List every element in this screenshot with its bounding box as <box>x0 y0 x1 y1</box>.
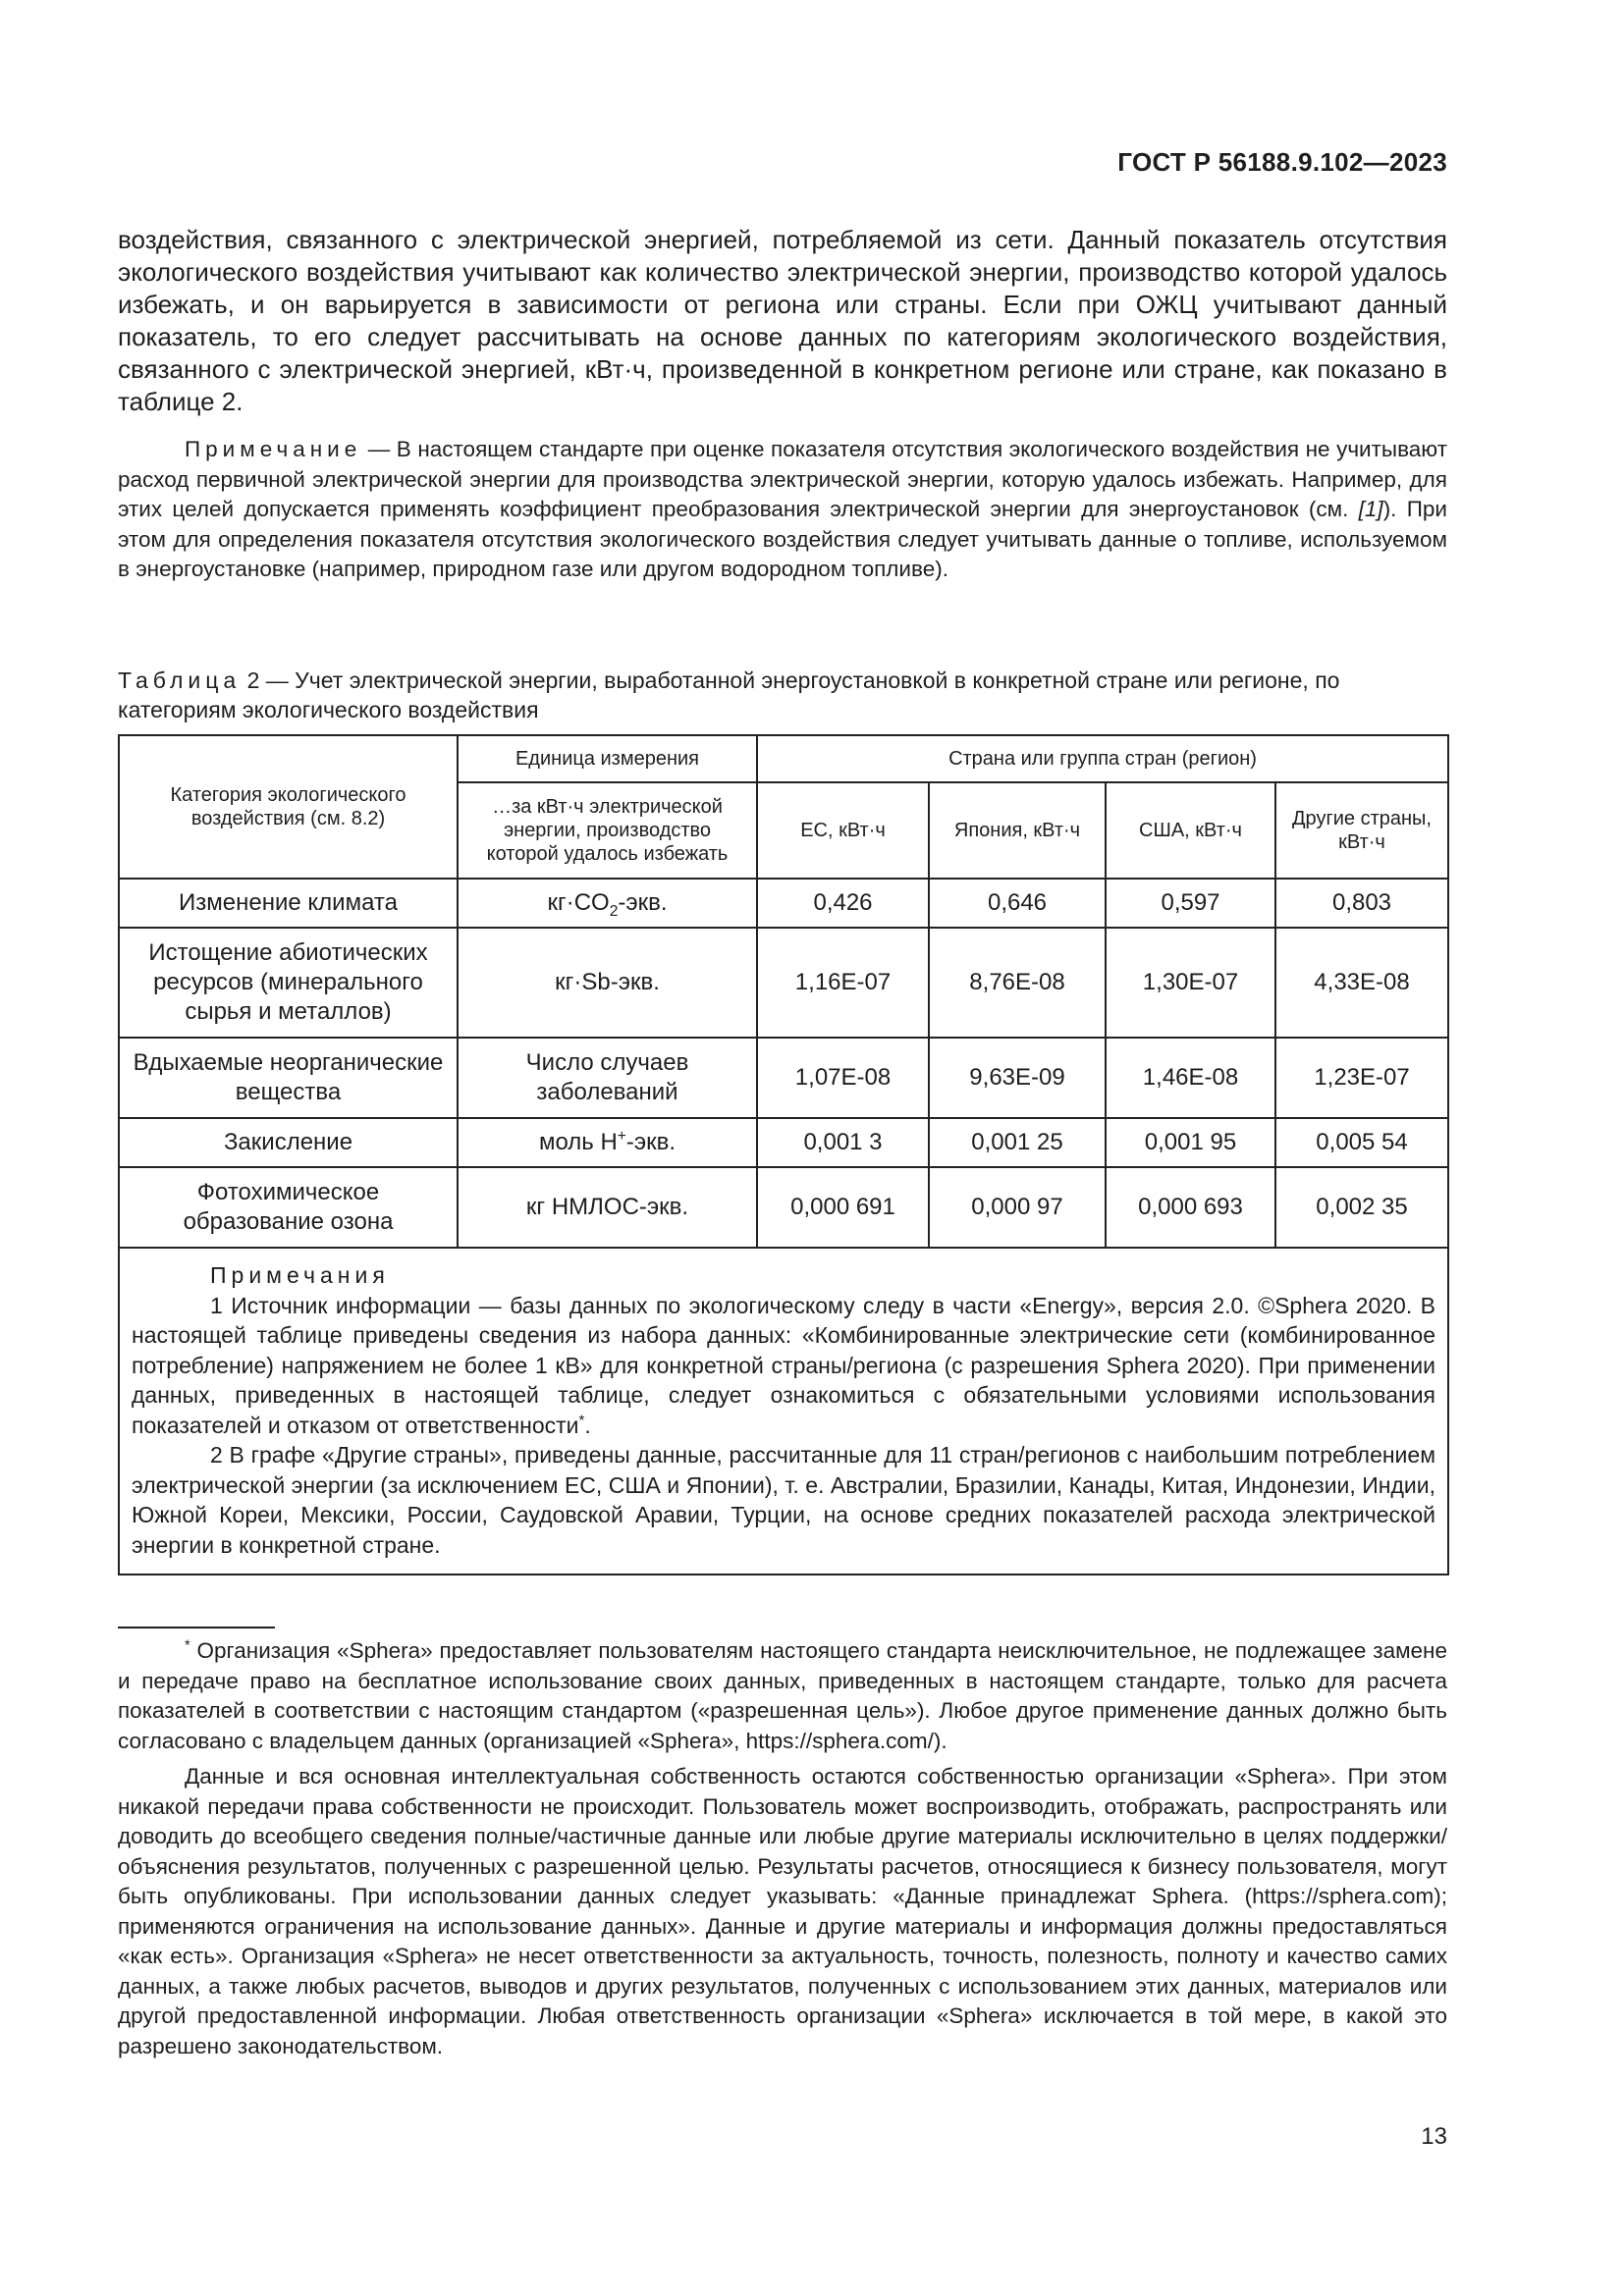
footnote-mark: * <box>185 1637 190 1654</box>
cell-eu: 1,07E-08 <box>757 1038 929 1118</box>
note-paragraph <box>118 435 1447 585</box>
document-header: ГОСТ Р 56188.9.102—2023 <box>1117 147 1447 177</box>
cell-japan: 0,001 25 <box>929 1118 1106 1167</box>
row-unit: кг НМЛОС-экв. <box>458 1167 757 1248</box>
header-usa: США, кВт·ч <box>1106 782 1275 879</box>
table-caption-label: Таблица <box>118 667 242 693</box>
note-reference[interactable]: [1] <box>1358 497 1383 521</box>
cell-other: 0,803 <box>1275 879 1448 928</box>
row-unit: Число случаев заболеваний <box>458 1038 757 1118</box>
row-category: Истощение абиотических ресурсов (минерального сырья и металлов) <box>119 928 458 1038</box>
cell-eu: 1,16E-07 <box>757 928 929 1038</box>
header-category: Категория экологического воздействия (см. 8.2) <box>119 735 458 879</box>
row-unit: $кг\cdot CO_2$-экв. <box>458 879 757 928</box>
emissions-table <box>118 734 1449 1575</box>
cell-usa: 1,46E-08 <box>1106 1038 1275 1118</box>
cell-other: 4,33E-08 <box>1275 928 1448 1038</box>
cell-japan: 8,76E-08 <box>929 928 1106 1038</box>
header-country-group: Страна или группа стран (регион) <box>757 735 1448 782</box>
header-eu: ЕС, кВт·ч <box>757 782 929 879</box>
cell-japan: 0,646 <box>929 879 1106 928</box>
cell-other: 1,23E-07 <box>1275 1038 1448 1118</box>
header-unit-group: Единица измерения <box>458 735 757 782</box>
cell-eu: 0,000 691 <box>757 1167 929 1248</box>
note-label: Примечание <box>185 437 362 461</box>
table-row <box>119 928 1448 1038</box>
note-text-1: — В настоящем стандарте при оценке показателя отсутствия экологического воздействия не учитывают расход первичной электрической энергии для производства электрической энергии, которую удалось избежать. Например, для этих целей допускается применять коэффициент преобразования электрической энергии для энергоустановок (см. <box>118 437 1447 521</box>
table-notes-row <box>119 1248 1448 1575</box>
note-1: 1 Источник информации — базы данных по экологическому следу в части «Energy», версия 2.0. ©Sphera 2020. В настоящей таблице приведены сведения из набора данных: «Комбинированные электрические сети (комбинированное потребление) напряжением не более 1 кВ» для конкретной страны/региона (с разрешения Sphera 2020). При применении данных, приведенных в настоящей таблице, следует ознакомиться с обязательными условиями использования показателей и отказом от ответственности*. <box>132 1292 1436 1438</box>
table-header-row <box>119 735 1448 782</box>
cell-japan: 0,000 97 <box>929 1167 1106 1248</box>
page-number: 13 <box>1421 2123 1447 2150</box>
table-row <box>119 1118 1448 1167</box>
table-row <box>119 879 1448 928</box>
cell-usa: 0,001 95 <box>1106 1118 1275 1167</box>
intro-paragraph: воздействия, связанного с электрической энергией, потребляемой из сети. Данный показатель отсутствия экологического воздействия учитывают как количество электрической энергии, производство которой удалось избежать, и он варьируется в зависимости от региона или страны. Если при ОЖЦ учитывают данный показатель, то его следует рассчитывать на основе данных по категориям экологического воздействия, связанного с электрической энергией, кВт·ч, произведенной в конкретном регионе или стране, как показано в таблице 2. <box>118 225 1447 416</box>
row-unit: кг·Sb-экв. <box>458 928 757 1038</box>
row-category: Изменение климата <box>119 879 458 928</box>
row-category: Вдыхаемые неорганические вещества <box>119 1038 458 1118</box>
cell-eu: 0,426 <box>757 879 929 928</box>
table-caption <box>118 666 1447 724</box>
header-other: Другие страны, кВт·ч <box>1275 782 1448 879</box>
notes-heading: Примечания <box>210 1262 390 1288</box>
table-row <box>119 1038 1448 1118</box>
header-unit-sub: …за кВт·ч электрической энергии, производство которой удалось избежать <box>458 782 757 879</box>
cell-usa: 1,30E-07 <box>1106 928 1275 1038</box>
footnote-paragraph-2: Данные и вся основная интеллектуальная собственность остаются собственностью организации «Sphera». При этом никакой передачи права собственности не происходит. Пользователь может воспроизводить, отображать, распространять или доводить до всеобщего сведения полные/частичные данные или любые другие материалы исключительно в целях поддержки/объяснения результатов, полученных с разрешенной целью. Результаты расчетов, относящиеся к бизнесу пользователя, могут быть опубликованы. При использовании данных следует указывать: «Данные принадлежат Sphera. (https://sphera.com); применяются ограничения на использование данных». Данные и другие материалы и информация должны предоставляться «как есть». Организация «Sphera» не несет ответственности за актуальность, точность, полезность, полноту и качество самих данных, а также любых расчетов, выводов и других результатов, полученных с использованием этих данных, материалов или другой предоставленной информации. Любая ответственность организации «Sphera» исключается в той мере, в какой это разрешено законодательством. <box>118 1764 1447 2058</box>
note-text-2: ). При этом для определения показателя отсутствия экологического воздействия следует учитывать данные о топливе, используемом в энергоустановке (например, природном газе или другом водородном топливе). <box>118 497 1447 581</box>
table-notes <box>119 1248 1448 1575</box>
cell-usa: 0,597 <box>1106 879 1275 928</box>
cell-other: 0,005 54 <box>1275 1118 1448 1167</box>
row-category: Закисление <box>119 1118 458 1167</box>
header-japan: Япония, кВт·ч <box>929 782 1106 879</box>
cell-other: 0,002 35 <box>1275 1167 1448 1248</box>
row-unit: моль H+-экв. <box>458 1118 757 1167</box>
table-caption-text: 2 — Учет электрической энергии, выработанной энергоустановкой в конкретной стране или регионе, по категориям экологического воздействия <box>118 667 1340 722</box>
table-row <box>119 1167 1448 1248</box>
cell-usa: 0,000 693 <box>1106 1167 1275 1248</box>
footnote-paragraph-1: * Организация «Sphera» предоставляет пользователям настоящего стандарта неисключительное, не подлежащее замене и передаче право на бесплатное использование своих данных, приведенных в настоящем стандарте, только для расчета показателей в соответствии с настоящим стандартом («разрешенная цель»). Любое другое применение данных должно быть согласовано с владельцем данных (организацией «Sphera», https://sphera.com/). <box>118 1637 1447 1753</box>
row-category: Фотохимическое образование озона <box>119 1167 458 1248</box>
cell-japan: 9,63E-09 <box>929 1038 1106 1118</box>
note-2: 2 В графе «Другие страны», приведены данные, рассчитанные для 11 стран/регионов с наибольшим потреблением электрической энергии (за исключением ЕС, США и Японии), т. е. Австралии, Бразилии, Канады, Китая, Индонезии, Индии, Южной Кореи, Мексики, России, Саудовской Аравии, Турции, на основе средних показателей расхода электрической энергии в конкретной стране. <box>132 1442 1436 1558</box>
footnote-divider <box>118 1627 275 1629</box>
footnote <box>118 1636 1447 2067</box>
cell-eu: 0,001 3 <box>757 1118 929 1167</box>
